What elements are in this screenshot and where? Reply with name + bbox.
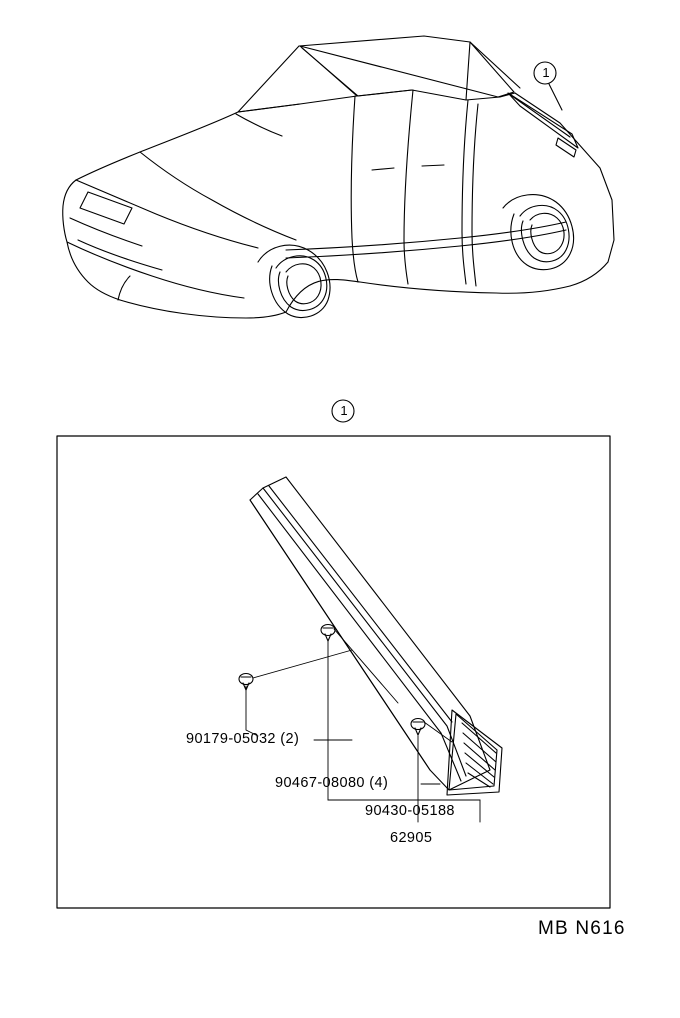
fastener-clip-upper	[321, 625, 335, 642]
label-grommet-90467: 90467-08080 (4)	[275, 775, 389, 791]
car-callout-number: 1	[542, 65, 550, 80]
label-clip-90179: 90179-05032 (2)	[186, 731, 300, 747]
detail-callout-number: 1	[340, 403, 348, 418]
label-nut-90430: 90430-05188	[365, 803, 455, 819]
fastener-nut-right	[411, 719, 425, 736]
car-outline	[63, 36, 614, 318]
diagram-code: MB N616	[538, 918, 626, 939]
leader-lines	[246, 629, 480, 822]
detail-box	[57, 436, 610, 908]
garnish-molding-part	[250, 477, 502, 795]
label-main-part-62905: 62905	[390, 830, 433, 846]
